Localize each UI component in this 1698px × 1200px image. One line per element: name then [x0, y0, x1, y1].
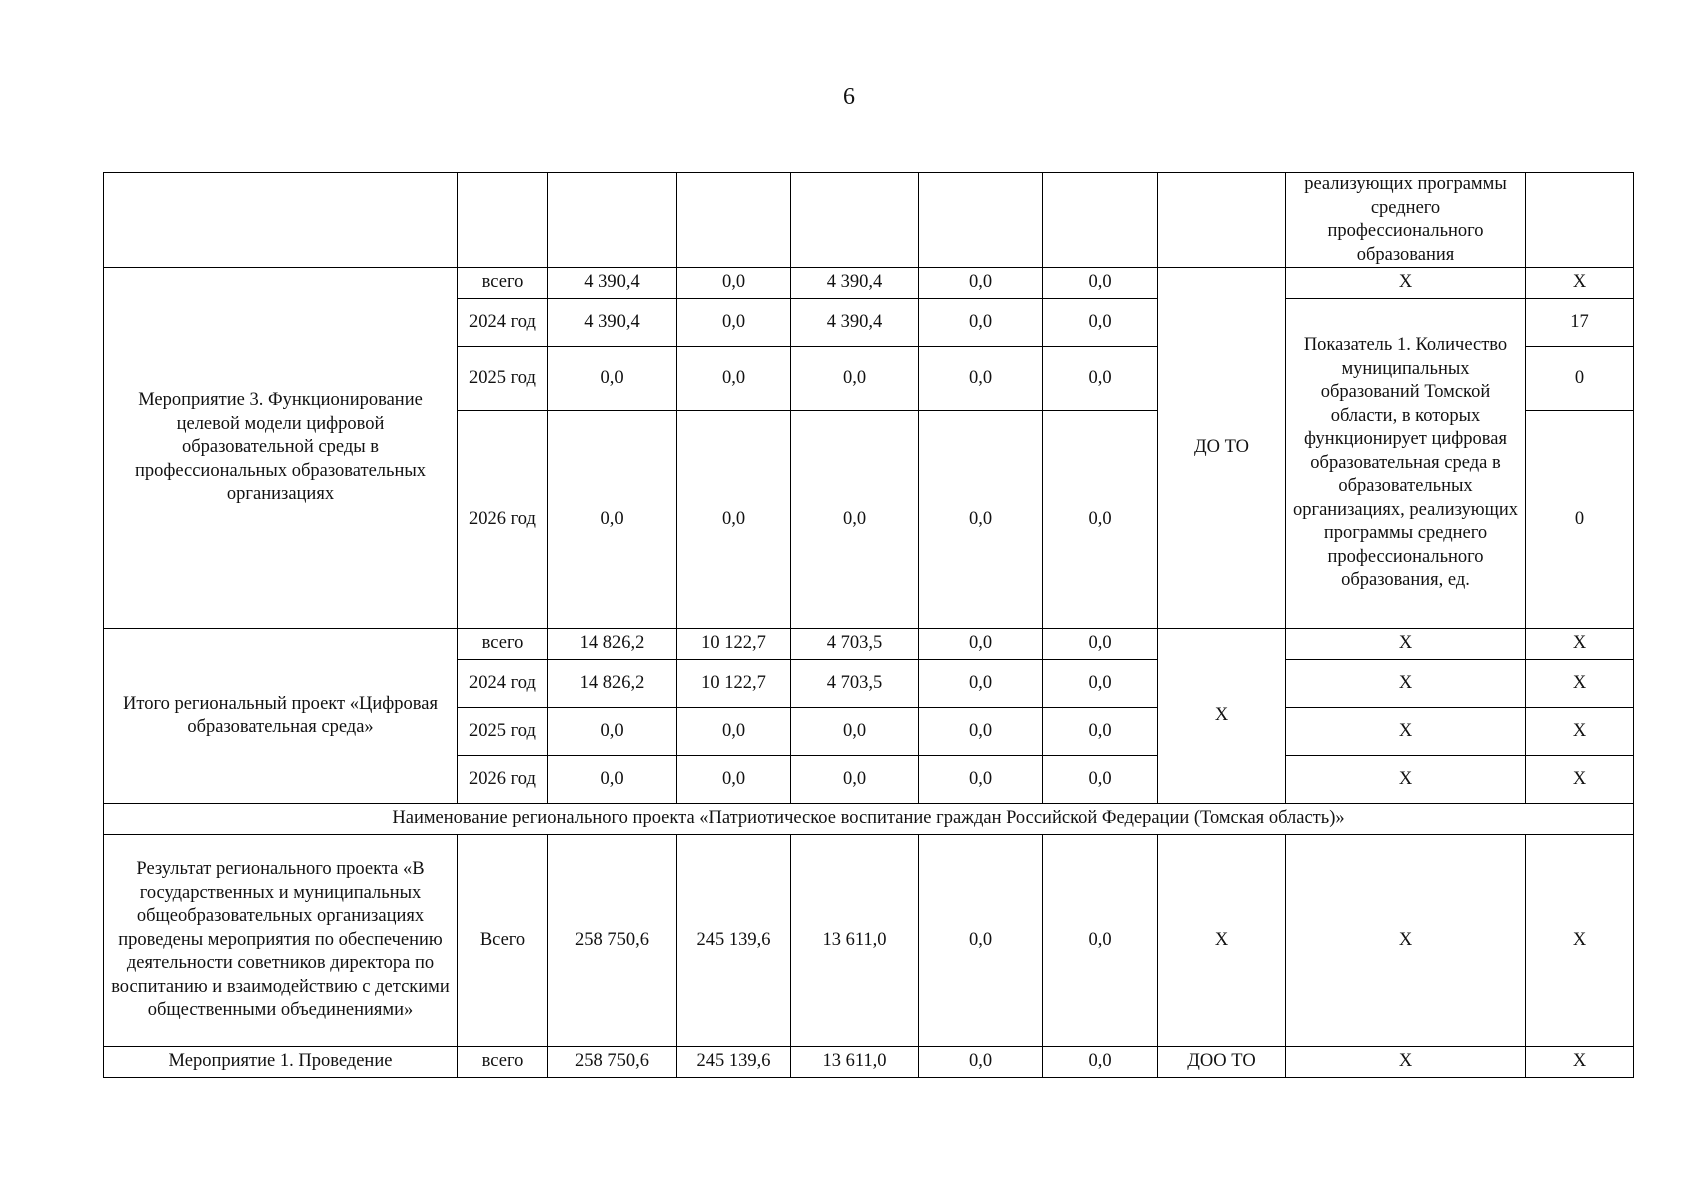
event3-indicator: Показатель 1. Количество муниципальных образований Томской области, в которых функционирует цифровая образовательная среда в образовательных организациях, реализующих программы среднего профессионального образования, ед. — [1286, 299, 1526, 629]
event3-executor: ДО ТО — [1158, 268, 1286, 629]
page-number: 6 — [843, 84, 855, 110]
table-row: Результат регионального проекта «В государственных и муниципальных общеобразовательных организациях проведены мероприятия по обеспечению деятельности советников директора по воспитанию и взаимодействию с детскими общественными объединениями» Всего 258 750,6 245 139,6 13 611,0 0,0 0,0 Х Х Х — [104, 835, 1634, 1047]
section-row — [104, 804, 1634, 835]
budget-table — [103, 172, 1634, 1078]
table-row: 2024 год 14 826,2 10 122,7 4 703,5 0,0 0,0 Х Х — [104, 660, 1634, 708]
table-row: Итого региональный проект «Цифровая образовательная среда» всего 14 826,2 10 122,7 4 703,5 0,0 0,0 Х Х Х — [104, 629, 1634, 660]
event3-name: Мероприятие 3. Функционирование целевой модели цифровой образовательной среды в профессиональных образовательных организациях — [104, 268, 458, 629]
table-row: 2025 год 0,0 0,0 0,0 0,0 0,0 Х Х — [104, 708, 1634, 756]
table-row: 2026 год 0,0 0,0 0,0 0,0 0,0 Х Х — [104, 756, 1634, 804]
result-name: Результат регионального проекта «В государственных и муниципальных общеобразовательных организациях проведены мероприятия по обеспечению деятельности советников директора по воспитанию и взаимодействию с детскими общественными объединениями» — [104, 835, 458, 1047]
continuation-row — [104, 173, 1634, 268]
table-row: 2025 год 0,0 0,0 0,0 0,0 0,0 0 — [104, 347, 1634, 411]
event1-name: Мероприятие 1. Проведение — [104, 1047, 458, 1078]
table-row: Мероприятие 1. Проведение всего 258 750,6 245 139,6 13 611,0 0,0 0,0 ДОО ТО Х Х — [104, 1047, 1634, 1078]
table-row: Мероприятие 3. Функционирование целевой модели цифровой образовательной среды в профессиональных образовательных организациях всего 4 390,4 0,0 4 390,4 0,0 0,0 ДО ТО Х Х — [104, 268, 1634, 299]
table-row: 2026 год 0,0 0,0 0,0 0,0 0,0 0 — [104, 411, 1634, 629]
total-project-executor: Х — [1158, 629, 1286, 804]
table-row: 2024 год 4 390,4 0,0 4 390,4 0,0 0,0 Показатель 1. Количество муниципальных образований Томской области, в которых функционирует цифровая образовательная среда в образовательных организациях, реализующих программы среднего профессионального образования, ед. 17 — [104, 299, 1634, 347]
section-title: Наименование регионального проекта «Патриотическое воспитание граждан Российской Федерации (Томская область)» — [104, 804, 1634, 835]
total-project-name: Итого региональный проект «Цифровая образовательная среда» — [104, 629, 458, 804]
continued-indicator-cell: реализующих программы среднего профессионального образования — [1286, 173, 1526, 268]
